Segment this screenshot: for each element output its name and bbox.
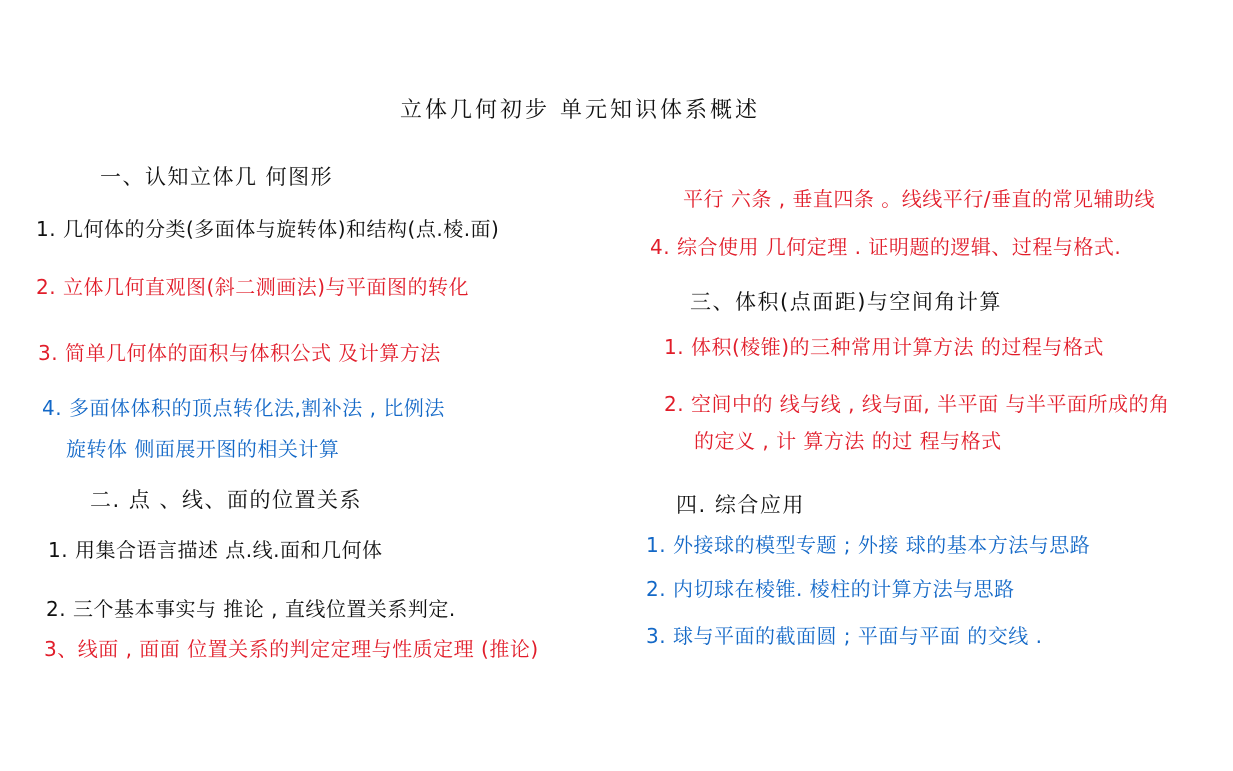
- section4-item1: 1. 外接球的模型专题 ; 外接 球的基本方法与思路: [646, 533, 1091, 557]
- section2-item3: 3、线面 , 面面 位置关系的判定定理与性质定理 (推论): [44, 637, 539, 661]
- section2-heading: 二. 点 、线、面的位置关系: [90, 488, 363, 512]
- section1-item4-line1: 4. 多面体体积的顶点转化法,割补法 , 比例法: [42, 396, 445, 420]
- right-continuation-line1: 平行 六条 , 垂直四条 。线线平行/垂直的常见辅助线: [683, 187, 1156, 211]
- section2-item1: 1. 用集合语言描述 点.线.面和几何体: [48, 538, 383, 562]
- section4-heading: 四. 综合应用: [676, 493, 805, 517]
- section1-item4-line2: 旋转体 侧面展开图的相关计算: [66, 437, 340, 461]
- section-item4-geometry-theorems: 4. 综合使用 几何定理 . 证明题的逻辑、过程与格式.: [650, 235, 1122, 259]
- section4-item3: 3. 球与平面的截面圆 ; 平面与平面 的交线 .: [646, 624, 1043, 648]
- section1-item2: 2. 立体几何直观图(斜二测画法)与平面图的转化: [36, 275, 470, 299]
- section3-item2-line1: 2. 空间中的 线与线 , 线与面, 半平面 与半平面所成的角: [664, 392, 1170, 416]
- section2-item2: 2. 三个基本事实与 推论 , 直线位置关系判定.: [46, 597, 456, 621]
- section3-item1: 1. 体积(棱锥)的三种常用计算方法 的过程与格式: [664, 335, 1104, 359]
- section3-heading: 三、体积(点面距)与空间角计算: [690, 290, 1002, 314]
- section3-item2-line2: 的定义 , 计 算方法 的过 程与格式: [694, 429, 1002, 453]
- page-title: 立体几何初步 单元知识体系概述: [400, 98, 760, 123]
- section1-item1: 1. 几何体的分类(多面体与旋转体)和结构(点.棱.面): [36, 217, 500, 241]
- section4-item2: 2. 内切球在棱锥. 棱柱的计算方法与思路: [646, 577, 1015, 601]
- section1-item3: 3. 简单几何体的面积与体积公式 及计算方法: [38, 341, 441, 365]
- section1-heading: 一、认知立体几 何图形: [100, 165, 334, 189]
